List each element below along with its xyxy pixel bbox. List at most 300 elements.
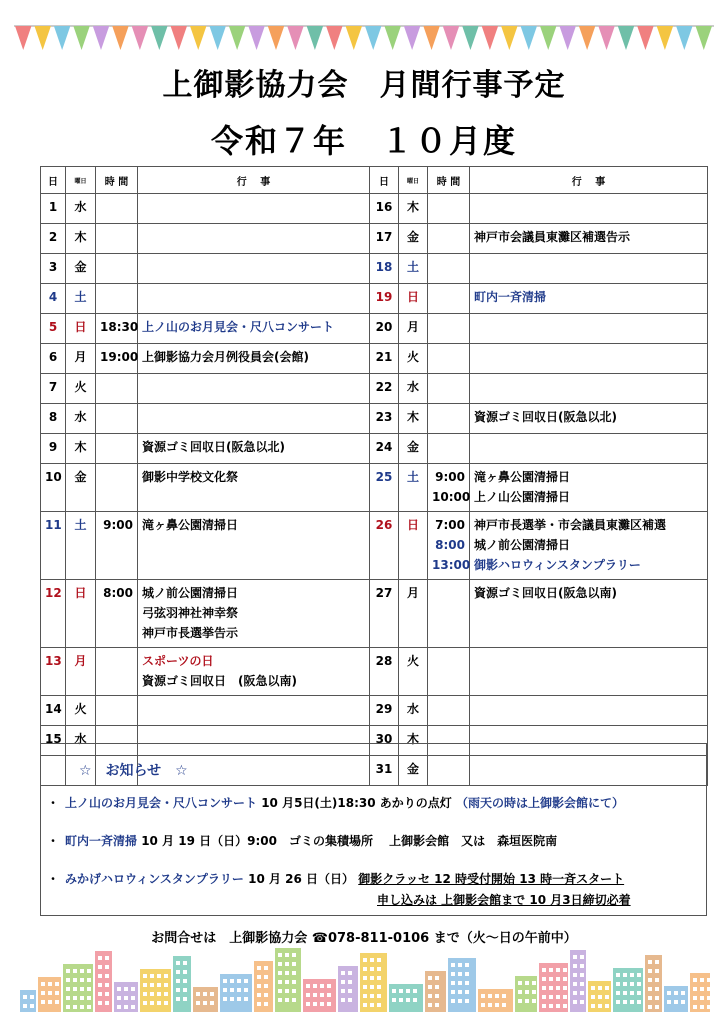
building-window [176, 961, 180, 965]
building-window [542, 986, 546, 990]
building-window [655, 969, 659, 973]
building-window [313, 993, 317, 997]
page-title: 上御影協力会 月間行事予定 [162, 68, 566, 103]
building-window [563, 1004, 567, 1008]
event-cell [138, 648, 370, 696]
day-cell: 1 [41, 194, 66, 224]
notice-heading: ☆ お知らせ ☆ [79, 763, 188, 779]
time-cell [96, 648, 138, 696]
weekday-cell: 土 [66, 284, 96, 314]
bunting-flag [287, 26, 303, 50]
event-time: 8:00 [103, 586, 133, 600]
building-window [518, 990, 522, 994]
building-window [623, 1000, 627, 1004]
day-cell: 10 [41, 464, 66, 512]
event-text: 資源ゴミ回収日(阪急以北) [474, 410, 617, 424]
weekday-cell: 金 [399, 434, 428, 464]
building-window [348, 980, 352, 984]
building-window [542, 1004, 546, 1008]
event-text: 資源ゴミ回収日(阪急以北) [142, 440, 285, 454]
building-window [616, 982, 620, 986]
weekday-cell: 月 [399, 314, 428, 344]
building-window [196, 1001, 200, 1005]
building-window [556, 977, 560, 981]
building-window [230, 997, 234, 1001]
building-window [285, 971, 289, 975]
building-window [681, 1000, 685, 1004]
building [193, 987, 218, 1012]
building-window [363, 994, 367, 998]
building-window [392, 998, 396, 1002]
weekday-cell: 火 [399, 648, 428, 696]
building-window [264, 1002, 268, 1006]
table-row [41, 374, 708, 404]
table-row [41, 254, 708, 284]
building-window [306, 984, 310, 988]
building-window [495, 994, 499, 998]
event-time: 9:00 [435, 470, 465, 484]
event-cell [138, 434, 370, 464]
event-cell [470, 404, 708, 434]
building-window [616, 973, 620, 977]
building-window [648, 996, 652, 1000]
building-window [210, 992, 214, 996]
event-text: 神戸市会議員東灘区補選告示 [474, 230, 631, 244]
building-window [605, 986, 609, 990]
building-window [655, 960, 659, 964]
building-window [87, 996, 91, 1000]
event-time [100, 467, 133, 487]
building-window [150, 974, 154, 978]
header-event: 行 事 [470, 167, 708, 194]
building-window [73, 978, 77, 982]
bunting-flag [151, 26, 167, 50]
building-window [143, 1001, 147, 1005]
building-window [55, 991, 59, 995]
bunting-flag [637, 26, 653, 50]
event-text: 上ノ山公園清掃日 [474, 490, 571, 504]
building-window [73, 996, 77, 1000]
notice-item-title: 上ノ山のお月見会・尺八コンサート [65, 796, 258, 810]
building-window [573, 973, 577, 977]
header-event: 行 事 [138, 167, 370, 194]
building-window [66, 969, 70, 973]
building-window [98, 956, 102, 960]
building-window [573, 1000, 577, 1004]
building-window [488, 1003, 492, 1007]
weekday-cell: 水 [399, 696, 428, 726]
building-window [80, 1005, 84, 1009]
event-text: 弓弦羽神社神幸祭 [142, 606, 239, 620]
building-window [623, 973, 627, 977]
building-window [580, 964, 584, 968]
building-window [306, 1002, 310, 1006]
building-window [292, 962, 296, 966]
building-window [637, 973, 641, 977]
bunting-flag [657, 26, 673, 50]
building-window [556, 986, 560, 990]
building-window [630, 991, 634, 995]
weekday-cell: 日 [66, 580, 96, 648]
building-window [549, 968, 553, 972]
building-window [406, 998, 410, 1002]
building-window [176, 988, 180, 992]
weekday-cell: 火 [66, 696, 96, 726]
table-row [41, 434, 708, 464]
event-time: 10:00 [432, 490, 471, 504]
event-time [100, 603, 133, 623]
time-cell [428, 404, 470, 434]
building-window [556, 968, 560, 972]
weekday-cell: 日 [399, 284, 428, 314]
bunting-flag [384, 26, 400, 50]
day-cell: 11 [41, 512, 66, 580]
time-cell [96, 194, 138, 224]
weekday-cell: 水 [66, 726, 96, 756]
building-window [87, 969, 91, 973]
building-window [693, 978, 697, 982]
building-window [327, 1002, 331, 1006]
building-window [707, 987, 710, 991]
building-window [341, 971, 345, 975]
building-window [413, 998, 417, 1002]
table-row [41, 344, 708, 374]
bunting-flag [190, 26, 206, 50]
event-text: 上御影協力会月例役員会(会館) [142, 350, 309, 364]
time-cell [428, 254, 470, 284]
town-illustration [20, 942, 710, 1012]
building-window [700, 1005, 704, 1009]
weekday-cell: 木 [399, 726, 428, 756]
building-window [292, 989, 296, 993]
bunting-flag [696, 26, 712, 50]
building-window [591, 995, 595, 999]
building-window [549, 1004, 553, 1008]
building-window [465, 999, 469, 1003]
weekday-cell: 月 [66, 648, 96, 696]
building-window [648, 960, 652, 964]
event-text: 神戸市長選挙・市会議員東灘区補選 [474, 518, 667, 532]
building-window [549, 977, 553, 981]
event-cell [470, 696, 708, 726]
building-window [157, 983, 161, 987]
weekday-cell: 金 [66, 464, 96, 512]
building-window [413, 989, 417, 993]
building-window [598, 995, 602, 999]
building-window [105, 1001, 109, 1005]
weekday-cell: 土 [399, 464, 428, 512]
building-window [616, 1000, 620, 1004]
building-window [285, 989, 289, 993]
building-window [435, 994, 439, 998]
bunting-flag [209, 26, 225, 50]
event-time [432, 583, 465, 603]
building-window [237, 988, 241, 992]
building-window [285, 953, 289, 957]
bunting-flag [579, 26, 595, 50]
bunting-decoration [14, 24, 714, 56]
building-window [502, 994, 506, 998]
day-cell: 7 [41, 374, 66, 404]
building-window [313, 984, 317, 988]
building-window [616, 991, 620, 995]
event-cell [138, 284, 370, 314]
event-time: 7:00 [435, 518, 465, 532]
building-window [292, 971, 296, 975]
table-row [41, 580, 708, 648]
building-window [257, 1002, 261, 1006]
building-window [23, 995, 27, 999]
building-window [98, 992, 102, 996]
building-window [164, 992, 168, 996]
notice-box [40, 743, 707, 916]
building-window [48, 982, 52, 986]
building [664, 986, 688, 1012]
building-window [377, 985, 381, 989]
time-cell [428, 434, 470, 464]
building-window [630, 982, 634, 986]
building-window [591, 1004, 595, 1008]
building-window [306, 993, 310, 997]
weekday-cell: 木 [399, 194, 428, 224]
building-window [278, 953, 282, 957]
building-window [80, 969, 84, 973]
building-window [707, 978, 710, 982]
building-window [451, 999, 455, 1003]
header-day: 日 [41, 167, 66, 194]
time-cell [96, 696, 138, 726]
building-window [117, 987, 121, 991]
building-window [124, 1005, 128, 1009]
building-window [502, 1003, 506, 1007]
building-window [313, 1002, 317, 1006]
notice-item-detail: 10 月 26 日（日） [248, 872, 355, 886]
building-window [363, 967, 367, 971]
event-cell [138, 344, 370, 374]
building-window [630, 1000, 634, 1004]
building-window [124, 996, 128, 1000]
building-window [196, 992, 200, 996]
event-cell [470, 512, 708, 580]
building-window [580, 1000, 584, 1004]
building-window [591, 986, 595, 990]
page-subtitle: 令和７年 １０月度 [210, 122, 517, 160]
bunting-flag [73, 26, 89, 50]
weekday-cell: 日 [66, 314, 96, 344]
building-window [164, 983, 168, 987]
event-text: 滝ヶ鼻公園清掃日 [474, 470, 571, 484]
building-window [320, 984, 324, 988]
day-cell: 31 [370, 756, 399, 786]
building-window [285, 962, 289, 966]
weekday-cell: 月 [399, 580, 428, 648]
event-cell [138, 374, 370, 404]
building-window [573, 991, 577, 995]
building-window [363, 958, 367, 962]
bunting-flag [365, 26, 381, 50]
building-window [292, 953, 296, 957]
building-window [532, 990, 536, 994]
building-window [465, 990, 469, 994]
building-window [98, 965, 102, 969]
building-window [257, 984, 261, 988]
building-window [183, 988, 187, 992]
building-window [525, 990, 529, 994]
building-window [327, 993, 331, 997]
time-cell [96, 284, 138, 314]
building-window [363, 985, 367, 989]
table-row [41, 314, 708, 344]
bunting-flag [676, 26, 692, 50]
building-window [707, 996, 710, 1000]
building-window [598, 986, 602, 990]
header-time: 時 間 [96, 167, 138, 194]
weekday-cell: 金 [399, 224, 428, 254]
building-window [176, 970, 180, 974]
building-window [655, 987, 659, 991]
building-window [465, 981, 469, 985]
building-window [73, 987, 77, 991]
building-window [542, 968, 546, 972]
weekday-cell: 土 [66, 512, 96, 580]
building-window [681, 991, 685, 995]
building-window [105, 965, 109, 969]
time-cell [96, 434, 138, 464]
building-window [377, 994, 381, 998]
bunting-flag [112, 26, 128, 50]
building-window [428, 985, 432, 989]
building-window [183, 961, 187, 965]
building-window [55, 982, 59, 986]
event-cell [470, 284, 708, 314]
building-window [518, 999, 522, 1003]
event-cell [138, 404, 370, 434]
event-cell [470, 314, 708, 344]
building-window [700, 996, 704, 1000]
time-cell [96, 512, 138, 580]
weekday-cell: 金 [399, 756, 428, 786]
event-time: 8:00 [435, 538, 465, 552]
event-time: 19:00 [100, 350, 139, 364]
building-window [648, 969, 652, 973]
building-window [327, 984, 331, 988]
building-window [481, 994, 485, 998]
building-window [573, 964, 577, 968]
building-window [237, 979, 241, 983]
building-window [223, 988, 227, 992]
building-window [451, 990, 455, 994]
building-window [406, 989, 410, 993]
bunting-flag [462, 26, 478, 50]
building-window [556, 995, 560, 999]
time-cell [428, 512, 470, 580]
building-window [278, 980, 282, 984]
building-window [488, 994, 492, 998]
event-cell [470, 374, 708, 404]
building-window [363, 976, 367, 980]
building-window [348, 989, 352, 993]
building [173, 956, 191, 1012]
weekday-cell: 金 [66, 254, 96, 284]
building-window [377, 958, 381, 962]
building-window [598, 1004, 602, 1008]
notice-item-title: 町内一斉清掃 [65, 834, 138, 848]
bunting-flag [598, 26, 614, 50]
building-window [237, 997, 241, 1001]
time-cell [96, 464, 138, 512]
building-window [563, 995, 567, 999]
building-window [285, 998, 289, 1002]
bunting-flag [268, 26, 284, 50]
building-window [244, 979, 248, 983]
building-window [700, 987, 704, 991]
building-window [257, 975, 261, 979]
building-window [458, 981, 462, 985]
building-window [164, 974, 168, 978]
building-window [66, 987, 70, 991]
building-window [458, 963, 462, 967]
building-window [150, 992, 154, 996]
building-window [458, 972, 462, 976]
event-cell [470, 648, 708, 696]
building-window [30, 995, 34, 999]
building-window [563, 968, 567, 972]
bunting-flag [93, 26, 109, 50]
notice-item-detail-3: 申し込みは 上御影会館まで 10 月3日締切必着 [377, 893, 631, 907]
building-window [73, 969, 77, 973]
building-window [131, 987, 135, 991]
bunting-flag [132, 26, 148, 50]
building-window [648, 978, 652, 982]
building-window [556, 1004, 560, 1008]
building-window [605, 1004, 609, 1008]
table-row [41, 224, 708, 254]
building [20, 990, 36, 1012]
building-window [532, 981, 536, 985]
building-window [399, 989, 403, 993]
day-cell: 20 [370, 314, 399, 344]
building-window [176, 997, 180, 1001]
table-row [41, 404, 708, 434]
building-window [363, 1003, 367, 1007]
building-window [428, 1003, 432, 1007]
building-window [655, 978, 659, 982]
day-cell: 17 [370, 224, 399, 254]
building-window [370, 1003, 374, 1007]
building-window [98, 974, 102, 978]
table-row [41, 696, 708, 726]
building-window [377, 1003, 381, 1007]
building-window [66, 1005, 70, 1009]
day-cell: 23 [370, 404, 399, 434]
weekday-cell: 木 [66, 224, 96, 254]
building-window [563, 977, 567, 981]
day-cell: 9 [41, 434, 66, 464]
building-window [451, 972, 455, 976]
time-cell [96, 314, 138, 344]
building-window [124, 987, 128, 991]
building-window [525, 981, 529, 985]
building-window [80, 996, 84, 1000]
building-window [150, 1001, 154, 1005]
building-window [80, 987, 84, 991]
building-window [674, 1000, 678, 1004]
event-time: 9:00 [103, 518, 133, 532]
weekday-cell: 日 [399, 512, 428, 580]
event-cell [138, 254, 370, 284]
building-window [637, 991, 641, 995]
building-window [341, 998, 345, 1002]
